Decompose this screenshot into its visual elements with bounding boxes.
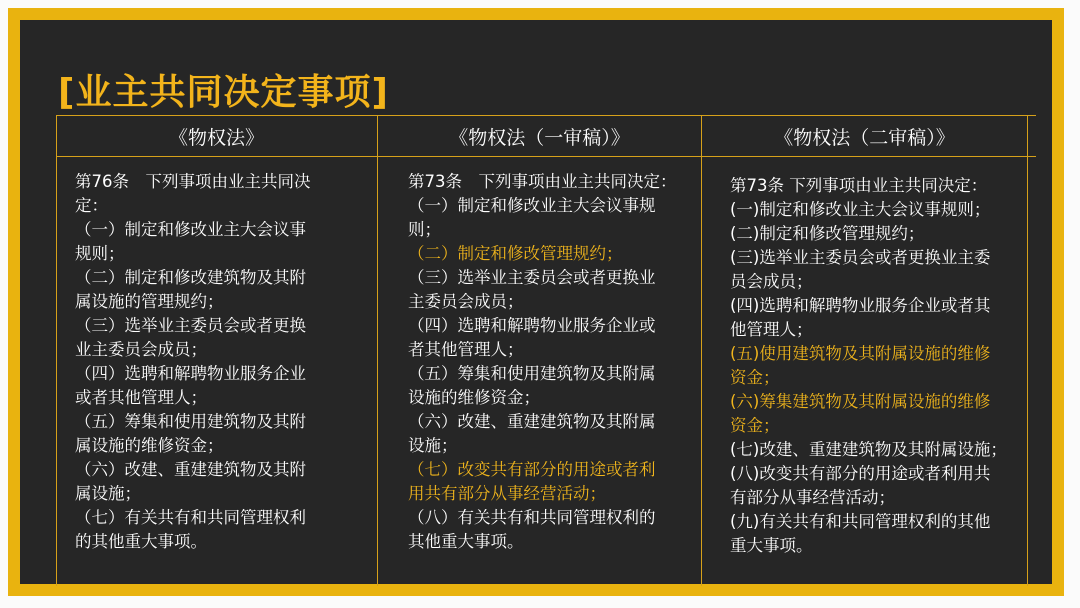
column-header-second-draft: 《物权法（二审稿）》 — [774, 127, 955, 149]
clause-line: 第76条 下列事项由业主共同决 — [75, 172, 311, 191]
clause-line: 业主委员会成员； — [75, 340, 207, 359]
clause-line: （三）选举业主委员会或者更换 — [75, 316, 306, 335]
slide-title: [业主共同决定事项] — [58, 72, 389, 113]
highlighted-clause-line: （二）制定和修改管理规约； — [408, 244, 623, 263]
clause-line: （二）制定和修改建筑物及其附 — [75, 268, 306, 287]
table-header-divider — [56, 156, 1036, 157]
clause-line: 主委员会成员； — [408, 292, 524, 311]
highlighted-clause-line: (五)使用建筑物及其附属设施的维修 — [730, 344, 991, 363]
clause-line: 定： — [75, 196, 108, 215]
clause-line: 有部分从事经营活动； — [730, 488, 895, 507]
highlighted-clause-line: (六)筹集建筑物及其附属设施的维修 — [730, 392, 991, 411]
table-divider-1 — [377, 116, 378, 586]
clause-line: 则； — [408, 220, 441, 239]
clause-line: 设施； — [408, 436, 458, 455]
clause-line: （四）选聘和解聘物业服务企业或 — [408, 316, 656, 335]
clause-line: 属设施的维修资金； — [75, 436, 224, 455]
clause-line: 员会成员； — [730, 272, 813, 291]
clause-line: （三）选举业主委员会或者更换业 — [408, 268, 656, 287]
clause-line: （四）选聘和解聘物业服务企业 — [75, 364, 306, 383]
clause-line: (七)改建、重建建筑物及其附属设施； — [730, 440, 1007, 459]
clause-line: 第73条 下列事项由业主共同决定： — [730, 176, 988, 195]
highlighted-clause-line: （七）改变共有部分的用途或者利 — [408, 460, 656, 479]
clause-line: 设施的维修资金； — [408, 388, 540, 407]
table-border-right — [1027, 116, 1028, 586]
table-border-left — [56, 116, 57, 586]
clause-line: 规则； — [75, 244, 125, 263]
column-header-property-law: 《物权法》 — [168, 127, 264, 149]
clause-line: （五）筹集和使用建筑物及其附属 — [408, 364, 656, 383]
clause-line: （八）有关共有和共同管理权利的 — [408, 508, 656, 527]
highlighted-clause-line: 资金； — [730, 368, 780, 387]
clause-line: (四)选聘和解聘物业服务企业或者其 — [730, 296, 991, 315]
clause-line: (八)改变共有部分的用途或者利用共 — [730, 464, 991, 483]
column-body-first-draft — [408, 170, 677, 554]
clause-line: (九)有关共有和共同管理权利的其他 — [730, 512, 991, 531]
clause-line: (三)选举业主委员会或者更换业主委 — [730, 248, 991, 267]
column-body-property-law — [75, 170, 311, 554]
clause-line: （一）制定和修改业主大会议事规 — [408, 196, 656, 215]
highlighted-clause-line: 资金； — [730, 416, 780, 435]
clause-line: 属设施的管理规约； — [75, 292, 224, 311]
clause-line: 或者其他管理人； — [75, 388, 207, 407]
clause-line: 第73条 下列事项由业主共同决定： — [408, 172, 677, 191]
clause-line: （一）制定和修改业主大会议事 — [75, 220, 306, 239]
clause-line: (一)制定和修改业主大会议事规则； — [730, 200, 991, 219]
clause-line: （六）改建、重建建筑物及其附 — [75, 460, 306, 479]
clause-line: 其他重大事项。 — [408, 532, 524, 551]
clause-line: 的其他重大事项。 — [75, 532, 207, 551]
clause-line: 属设施； — [75, 484, 141, 503]
column-body-second-draft — [730, 174, 1007, 558]
clause-line: (二)制定和修改管理规约； — [730, 224, 925, 243]
clause-line: （五）筹集和使用建筑物及其附 — [75, 412, 306, 431]
clause-line: 他管理人； — [730, 320, 813, 339]
column-header-first-draft: 《物权法（一审稿）》 — [449, 127, 630, 149]
clause-line: （六）改建、重建建筑物及其附属 — [408, 412, 656, 431]
highlighted-clause-line: 用共有部分从事经营活动； — [408, 484, 606, 503]
clause-line: 重大事项。 — [730, 536, 813, 555]
clause-line: （七）有关共有和共同管理权利 — [75, 508, 306, 527]
slide — [8, 8, 1064, 596]
clause-line: 者其他管理人； — [408, 340, 524, 359]
table-divider-2 — [701, 116, 702, 586]
comparison-table — [56, 115, 1036, 586]
